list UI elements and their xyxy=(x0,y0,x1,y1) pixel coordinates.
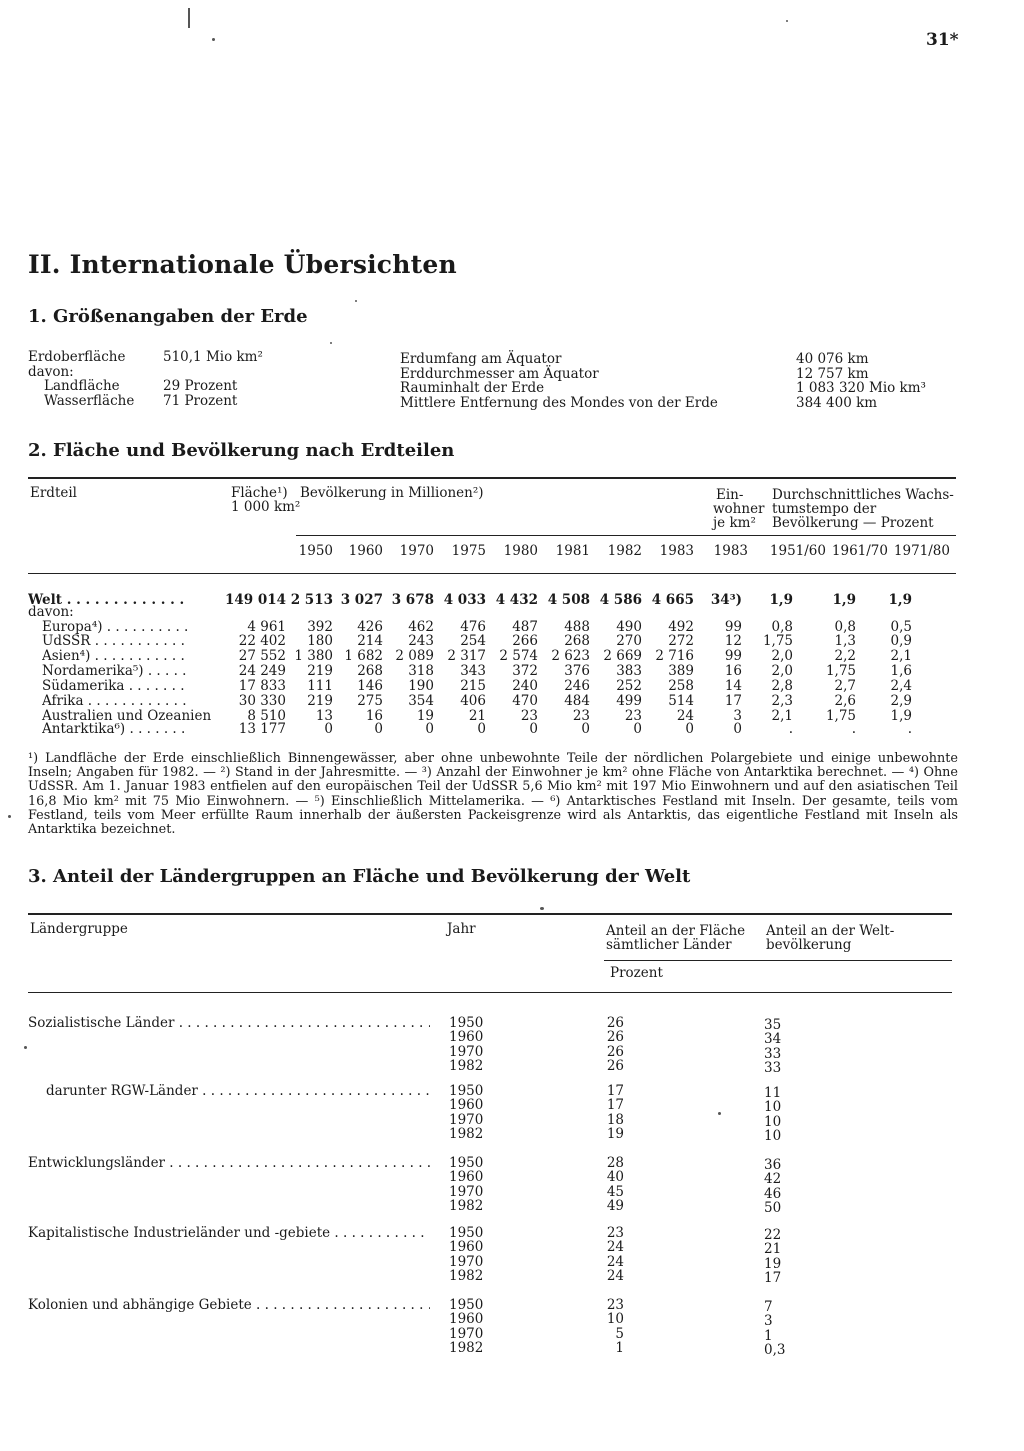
row-name-text: Nordamerika⁵) xyxy=(42,664,144,679)
cell-population-share: 35 xyxy=(764,1017,782,1033)
row-name xyxy=(42,679,190,694)
table2-header-wachs-3: Bevölkerung — Prozent xyxy=(772,515,934,531)
cell-year: 1970 xyxy=(449,1183,484,1200)
cell-population: 272 xyxy=(668,633,694,649)
year-header: 1960 xyxy=(348,543,383,559)
cell-population: 19 xyxy=(416,708,434,724)
cell-population: 4 586 xyxy=(599,592,642,608)
cell-population-share: 33 xyxy=(764,1045,782,1062)
cell-year: 1970 xyxy=(449,1043,484,1060)
cell-population-share: 0,3 xyxy=(764,1341,786,1358)
cell-growth: 1,75 xyxy=(825,663,856,679)
cell-year: 1982 xyxy=(449,1267,484,1284)
cell-year: 1982 xyxy=(449,1057,484,1074)
cell-flaeche-share: 10 xyxy=(606,1311,624,1328)
cell-year: 1950 xyxy=(449,1015,484,1031)
scan-speck xyxy=(212,38,215,41)
cell-flaeche-share: 45 xyxy=(606,1183,624,1200)
year-header: 1980 xyxy=(503,543,538,559)
cell-growth: 0,8 xyxy=(771,619,793,635)
cell-population: 0 xyxy=(685,721,694,737)
scan-speck xyxy=(718,1112,721,1115)
table-row xyxy=(0,634,1024,649)
cell-growth: . xyxy=(851,721,856,737)
cell-population-share: 22 xyxy=(764,1227,782,1243)
cell-population: 111 xyxy=(307,678,333,694)
year-header: 1982 xyxy=(607,543,642,559)
cell-growth: 1,9 xyxy=(769,592,793,608)
group-name-text: Sozialistische Länder xyxy=(28,1016,175,1031)
table2-footnotes: ¹) Landfläche der Erde einschließlich Binnengewässer, aber ohne unbewohnte Teile der nördlichen Polargebiete und einige unbewohnte Inseln; Angaben für 1982. — ²) Stand in der Jahresmitte. — ³) Anzahl der Einwohner je km² ohne Fläche von Antarktika berechnet. — ⁴) Ohne UdSSR. Am 1. Januar 1983 entfielen auf den europäischen Teil der UdSSR 5,6 Mio km² mit 197 Mio Einwohnern und auf den asiatischen Teil 16,8 Mio km² mit 75 Mio Einwohnern. — ⁵) Einschließlich Mittelamerika. — ⁶) Antarktisches Festland mit Inseln. Der gesamte, teils vom Festland, teils vom Meer erfüllte Raum innerhalb der äußersten Packeisgrenze wird als Antarktis, das eigentliche Festland mit Inseln als Antarktika bezeichnet. xyxy=(28,751,958,838)
table2-top-rule xyxy=(28,477,956,479)
cell-population-share: 19 xyxy=(764,1255,782,1272)
cell-growth: 2,7 xyxy=(834,678,856,694)
cell-year: 1982 xyxy=(449,1339,484,1356)
cell-growth: 0,9 xyxy=(890,633,912,649)
group-name-text: Kolonien und abhängige Gebiete xyxy=(28,1298,252,1313)
table2-header-ein-2: wohner xyxy=(713,501,765,517)
cell-flaeche-share: 26 xyxy=(606,1043,624,1060)
cell-population: 270 xyxy=(616,633,642,649)
cell-growth: . xyxy=(788,721,793,737)
cell-population: 4 033 xyxy=(443,592,486,608)
row-name xyxy=(42,620,190,635)
cell-year: 1970 xyxy=(449,1325,484,1342)
cell-growth: 2,0 xyxy=(771,663,793,679)
cell-population: 2 089 xyxy=(395,648,434,664)
section2-title: 2. Fläche und Bevölkerung nach Erdteilen xyxy=(28,440,455,461)
cell-population-share: 10 xyxy=(764,1099,782,1116)
cell-population: 214 xyxy=(357,633,383,649)
row-name xyxy=(42,634,190,649)
cell-einwohner: 34³) xyxy=(710,592,742,608)
cell-year: 1982 xyxy=(449,1125,484,1142)
year-header: 1950 xyxy=(298,543,333,559)
cell-einwohner: 3 xyxy=(733,708,742,724)
cell-population: 484 xyxy=(564,693,590,709)
row-name-text: Antarktika⁶) xyxy=(42,722,126,737)
cell-population: 0 xyxy=(477,721,486,737)
dimension-label: Erddurchmesser am Äquator xyxy=(400,365,599,382)
cell-population: 16 xyxy=(365,708,383,724)
cell-flaeche: 24 249 xyxy=(238,663,286,679)
table2-header-rule xyxy=(296,535,956,536)
year-header: 1970 xyxy=(399,543,434,559)
cell-flaeche-share: 5 xyxy=(615,1325,624,1342)
group-name-text: Entwicklungsländer xyxy=(28,1156,166,1171)
table-row xyxy=(0,605,1024,620)
cell-population: 24 xyxy=(676,708,694,724)
cell-population: 219 xyxy=(307,693,333,709)
row-name xyxy=(42,694,190,709)
table3-top-rule xyxy=(28,913,952,915)
cell-growth: 1,9 xyxy=(888,592,912,608)
cell-population: 246 xyxy=(564,678,590,694)
group-name xyxy=(46,1084,430,1099)
cell-flaeche: 13 177 xyxy=(238,721,286,737)
table2-header-wachs-2: tumstempo der xyxy=(772,501,877,517)
cell-population: 487 xyxy=(512,619,538,635)
table3-header-bev-1: Anteil an der Welt- xyxy=(766,923,895,939)
dimension-label: Landfläche xyxy=(44,378,120,394)
cell-population: 1 682 xyxy=(344,648,383,664)
cell-population: 389 xyxy=(668,663,694,679)
cell-flaeche-share: 24 xyxy=(606,1239,624,1256)
cell-year: 1960 xyxy=(449,1169,484,1186)
cell-growth: 2,3 xyxy=(771,693,793,709)
cell-growth: 2,1 xyxy=(890,648,912,664)
cell-growth: 1,75 xyxy=(762,633,793,649)
table2-header-ein-3: je km² xyxy=(713,515,756,531)
table3-header-unit: Prozent xyxy=(610,965,663,981)
table2-header-bottom-rule xyxy=(28,573,956,574)
cell-einwohner: 0 xyxy=(733,721,742,737)
cell-population: 21 xyxy=(468,708,486,724)
cell-population: 383 xyxy=(616,663,642,679)
row-name-text: Asien⁴) xyxy=(42,649,91,664)
cell-population: 180 xyxy=(307,633,333,649)
cell-flaeche-share: 19 xyxy=(606,1125,624,1142)
table2-header-flaeche: Fläche¹) xyxy=(231,485,288,501)
table-row xyxy=(0,722,1024,737)
cell-growth: 0,8 xyxy=(834,619,856,635)
table3-header-gruppe: Ländergruppe xyxy=(30,921,128,937)
cell-flaeche-share: 26 xyxy=(606,1029,624,1046)
cell-year: 1960 xyxy=(449,1097,484,1114)
cell-population: 215 xyxy=(460,678,486,694)
cell-population: 254 xyxy=(460,633,486,649)
cell-flaeche-share: 17 xyxy=(606,1097,624,1114)
dimension-label: Mittlere Entfernung des Mondes von der Erde xyxy=(400,394,718,411)
cell-flaeche: 149 014 xyxy=(224,592,286,608)
table3-header-flaeche-1: Anteil an der Fläche xyxy=(606,923,746,939)
cell-growth: 2,2 xyxy=(834,648,856,664)
cell-population: 499 xyxy=(616,693,642,709)
cell-einwohner: 16 xyxy=(724,663,742,679)
cell-growth: 2,0 xyxy=(771,648,793,664)
cell-year: 1950 xyxy=(449,1155,484,1171)
cell-year: 1982 xyxy=(449,1197,484,1214)
cell-flaeche-share: 26 xyxy=(606,1057,624,1074)
table-row xyxy=(0,664,1024,679)
group-name xyxy=(28,1016,430,1031)
cell-population: 0 xyxy=(633,721,642,737)
cell-population-share: 7 xyxy=(764,1299,773,1315)
cell-population: 268 xyxy=(357,663,383,679)
year-header: 1975 xyxy=(451,543,486,559)
year-header: 1983 xyxy=(713,543,748,559)
dimension-value: 29 Prozent xyxy=(163,378,238,394)
cell-population-share: 42 xyxy=(764,1171,782,1188)
cell-population-share: 21 xyxy=(764,1241,782,1258)
cell-flaeche-share: 24 xyxy=(606,1267,624,1284)
cell-population: 4 432 xyxy=(495,592,538,608)
cell-growth: 1,6 xyxy=(890,663,912,679)
cell-population: 2 317 xyxy=(447,648,486,664)
cell-growth: 1,3 xyxy=(834,633,856,649)
row-name-text: Europa⁴) xyxy=(42,620,103,635)
cell-population: 268 xyxy=(564,633,590,649)
cell-einwohner: 99 xyxy=(724,619,742,635)
cell-population: 462 xyxy=(408,619,434,635)
cell-population-share: 46 xyxy=(764,1185,782,1202)
table-row xyxy=(0,694,1024,709)
scan-speck xyxy=(8,815,11,818)
cell-growth: 0,5 xyxy=(890,619,912,635)
cell-population: 266 xyxy=(512,633,538,649)
cell-year: 1950 xyxy=(449,1297,484,1313)
cell-population-share: 36 xyxy=(764,1157,782,1173)
group-name xyxy=(28,1156,430,1171)
cell-population: 488 xyxy=(564,619,590,635)
year-header: 1981 xyxy=(555,543,590,559)
cell-year: 1970 xyxy=(449,1111,484,1128)
row-name xyxy=(28,605,190,620)
cell-population: 476 xyxy=(460,619,486,635)
cell-population: 252 xyxy=(616,678,642,694)
cell-population: 23 xyxy=(572,708,590,724)
year-header: 1983 xyxy=(659,543,694,559)
cell-population-share: 1 xyxy=(764,1327,773,1344)
main-title: II. Internationale Übersichten xyxy=(28,250,457,279)
cell-population: 0 xyxy=(581,721,590,737)
cell-population: 0 xyxy=(425,721,434,737)
cell-growth: 1,9 xyxy=(832,592,856,608)
cell-population: 258 xyxy=(668,678,694,694)
cell-growth: 2,6 xyxy=(834,693,856,709)
cell-population: 2 623 xyxy=(551,648,590,664)
table3-header-bev-2: bevölkerung xyxy=(766,937,852,953)
cell-flaeche: 4 961 xyxy=(247,619,286,635)
cell-flaeche: 17 833 xyxy=(238,678,286,694)
cell-population: 3 678 xyxy=(391,592,434,608)
cell-population: 392 xyxy=(307,619,333,635)
cell-population: 0 xyxy=(374,721,383,737)
cell-population: 13 xyxy=(315,708,333,724)
row-name-text: Südamerika xyxy=(42,679,125,694)
cell-flaeche-share: 18 xyxy=(606,1111,624,1128)
cell-year: 1960 xyxy=(449,1311,484,1328)
row-name-text: Welt xyxy=(28,593,63,608)
dimension-label: Rauminhalt der Erde xyxy=(400,380,545,396)
cell-flaeche-share: 17 xyxy=(606,1083,624,1099)
cell-population: 490 xyxy=(616,619,642,635)
period-header: 1951/60 xyxy=(769,543,826,559)
cell-population: 190 xyxy=(408,678,434,694)
cell-flaeche-share: 49 xyxy=(606,1197,624,1214)
cell-population-share: 33 xyxy=(764,1059,782,1076)
table-row xyxy=(0,679,1024,694)
cell-population: 275 xyxy=(357,693,383,709)
group-name-text: darunter RGW-Länder xyxy=(46,1084,198,1099)
cell-flaeche: 30 330 xyxy=(238,693,286,709)
cell-growth: 1,75 xyxy=(825,708,856,724)
scan-speck xyxy=(540,907,544,910)
scan-speck xyxy=(330,342,332,344)
cell-population: 2 669 xyxy=(603,648,642,664)
cell-population-share: 3 xyxy=(764,1313,773,1330)
cell-year: 1960 xyxy=(449,1029,484,1046)
row-name xyxy=(42,722,190,737)
cell-population: 3 027 xyxy=(340,592,383,608)
cell-flaeche-share: 40 xyxy=(606,1169,624,1186)
table3-header-flaeche-2: sämtlicher Länder xyxy=(606,937,732,953)
dimension-value: 510,1 Mio km² xyxy=(163,349,263,365)
cell-population: 426 xyxy=(357,619,383,635)
row-name-text: Afrika xyxy=(42,694,84,709)
cell-flaeche: 27 552 xyxy=(238,648,286,664)
cell-population: 240 xyxy=(512,678,538,694)
scan-speck xyxy=(355,300,357,302)
cell-population: 219 xyxy=(307,663,333,679)
dimension-label: Erdumfang am Äquator xyxy=(400,351,562,367)
cell-population: 2 716 xyxy=(655,648,694,664)
cell-growth: 2,1 xyxy=(771,708,793,724)
dimension-value: 1 083 320 Mio km³ xyxy=(796,380,926,396)
section1-title: 1. Größenangaben der Erde xyxy=(28,306,308,327)
dimension-value: 40 076 km xyxy=(796,351,869,367)
row-name-text: Australien und Ozeanien xyxy=(42,708,212,724)
cell-population: 1 380 xyxy=(294,648,333,664)
row-name xyxy=(42,649,190,664)
cell-population: 2 574 xyxy=(499,648,538,664)
cell-population: 470 xyxy=(512,693,538,709)
cell-year: 1950 xyxy=(449,1083,484,1099)
cell-population: 23 xyxy=(520,708,538,724)
cell-population: 318 xyxy=(408,663,434,679)
cell-population: 0 xyxy=(324,721,333,737)
cell-einwohner: 17 xyxy=(724,693,742,709)
cell-flaeche-share: 24 xyxy=(606,1253,624,1270)
row-name xyxy=(42,664,190,679)
group-name xyxy=(28,1298,430,1313)
group-name-text: Kapitalistische Industrieländer und -gebiete xyxy=(28,1226,331,1241)
table3-header-jahr: Jahr xyxy=(447,921,476,937)
cell-population: 354 xyxy=(408,693,434,709)
cell-flaeche-share: 26 xyxy=(606,1015,624,1031)
group-name xyxy=(28,1226,430,1241)
cell-growth: 2,4 xyxy=(890,678,912,694)
cell-einwohner: 12 xyxy=(724,633,742,649)
cell-population: 4 508 xyxy=(547,592,590,608)
row-name-text: UdSSR xyxy=(42,634,91,649)
cell-year: 1970 xyxy=(449,1253,484,1270)
scan-speck xyxy=(24,1046,27,1049)
cell-flaeche-share: 28 xyxy=(606,1155,624,1171)
dimension-label: Wasserfläche xyxy=(44,392,135,409)
cell-growth: 1,9 xyxy=(890,708,912,724)
table2-header-flaeche-unit: 1 000 km² xyxy=(231,499,301,515)
period-header: 1961/70 xyxy=(831,543,888,559)
page-number: 31* xyxy=(926,30,959,50)
cell-population: 2 513 xyxy=(290,592,333,608)
cell-population: 146 xyxy=(357,678,383,694)
cell-population-share: 34 xyxy=(764,1031,782,1048)
cell-population: 372 xyxy=(512,663,538,679)
cell-population: 376 xyxy=(564,663,590,679)
dimension-label: Erdoberfläche xyxy=(28,349,126,365)
cell-growth: . xyxy=(907,721,912,737)
cell-population-share: 11 xyxy=(764,1085,782,1101)
row-name-text: davon: xyxy=(28,604,74,620)
cell-flaeche-share: 1 xyxy=(615,1339,624,1356)
cell-population: 23 xyxy=(624,708,642,724)
cell-year: 1950 xyxy=(449,1225,484,1241)
cell-population: 343 xyxy=(460,663,486,679)
cell-flaeche: 22 402 xyxy=(238,633,286,649)
table3-header-bottom-rule xyxy=(28,992,952,993)
cell-population: 406 xyxy=(460,693,486,709)
cell-population-share: 50 xyxy=(764,1199,782,1216)
table2-header-ein-1: Ein- xyxy=(716,487,744,503)
cell-growth: 2,8 xyxy=(771,678,793,694)
cell-flaeche: 8 510 xyxy=(247,708,286,724)
dimension-value: 12 757 km xyxy=(796,365,869,382)
cell-population-share: 10 xyxy=(764,1113,782,1130)
table2-header-erdteil: Erdteil xyxy=(30,485,77,501)
cell-population: 4 665 xyxy=(651,592,694,608)
cell-population-share: 17 xyxy=(764,1269,782,1286)
cell-einwohner: 14 xyxy=(724,678,742,694)
cell-flaeche-share: 23 xyxy=(606,1297,624,1313)
table2-header-wachs-1: Durchschnittliches Wachs- xyxy=(772,487,954,503)
scan-speck xyxy=(188,8,190,28)
cell-population: 514 xyxy=(668,693,694,709)
dimension-value: 71 Prozent xyxy=(163,392,238,409)
dimension-label: davon: xyxy=(28,363,74,380)
table2-header-bevoelkerung: Bevölkerung in Millionen²) xyxy=(300,485,484,501)
section3-title: 3. Anteil der Ländergruppen an Fläche und Bevölkerung der Welt xyxy=(28,866,691,887)
cell-growth: 2,9 xyxy=(890,693,912,709)
table-row xyxy=(0,649,1024,664)
cell-population: 243 xyxy=(408,633,434,649)
cell-einwohner: 99 xyxy=(724,648,742,664)
cell-flaeche-share: 23 xyxy=(606,1225,624,1241)
cell-population-share: 10 xyxy=(764,1127,782,1144)
dimension-value: 384 400 km xyxy=(796,394,878,411)
cell-population: 492 xyxy=(668,619,694,635)
cell-population: 0 xyxy=(529,721,538,737)
period-header: 1971/80 xyxy=(893,543,950,559)
cell-year: 1960 xyxy=(449,1239,484,1256)
table3-unit-rule xyxy=(604,960,952,961)
scan-speck xyxy=(786,20,788,22)
